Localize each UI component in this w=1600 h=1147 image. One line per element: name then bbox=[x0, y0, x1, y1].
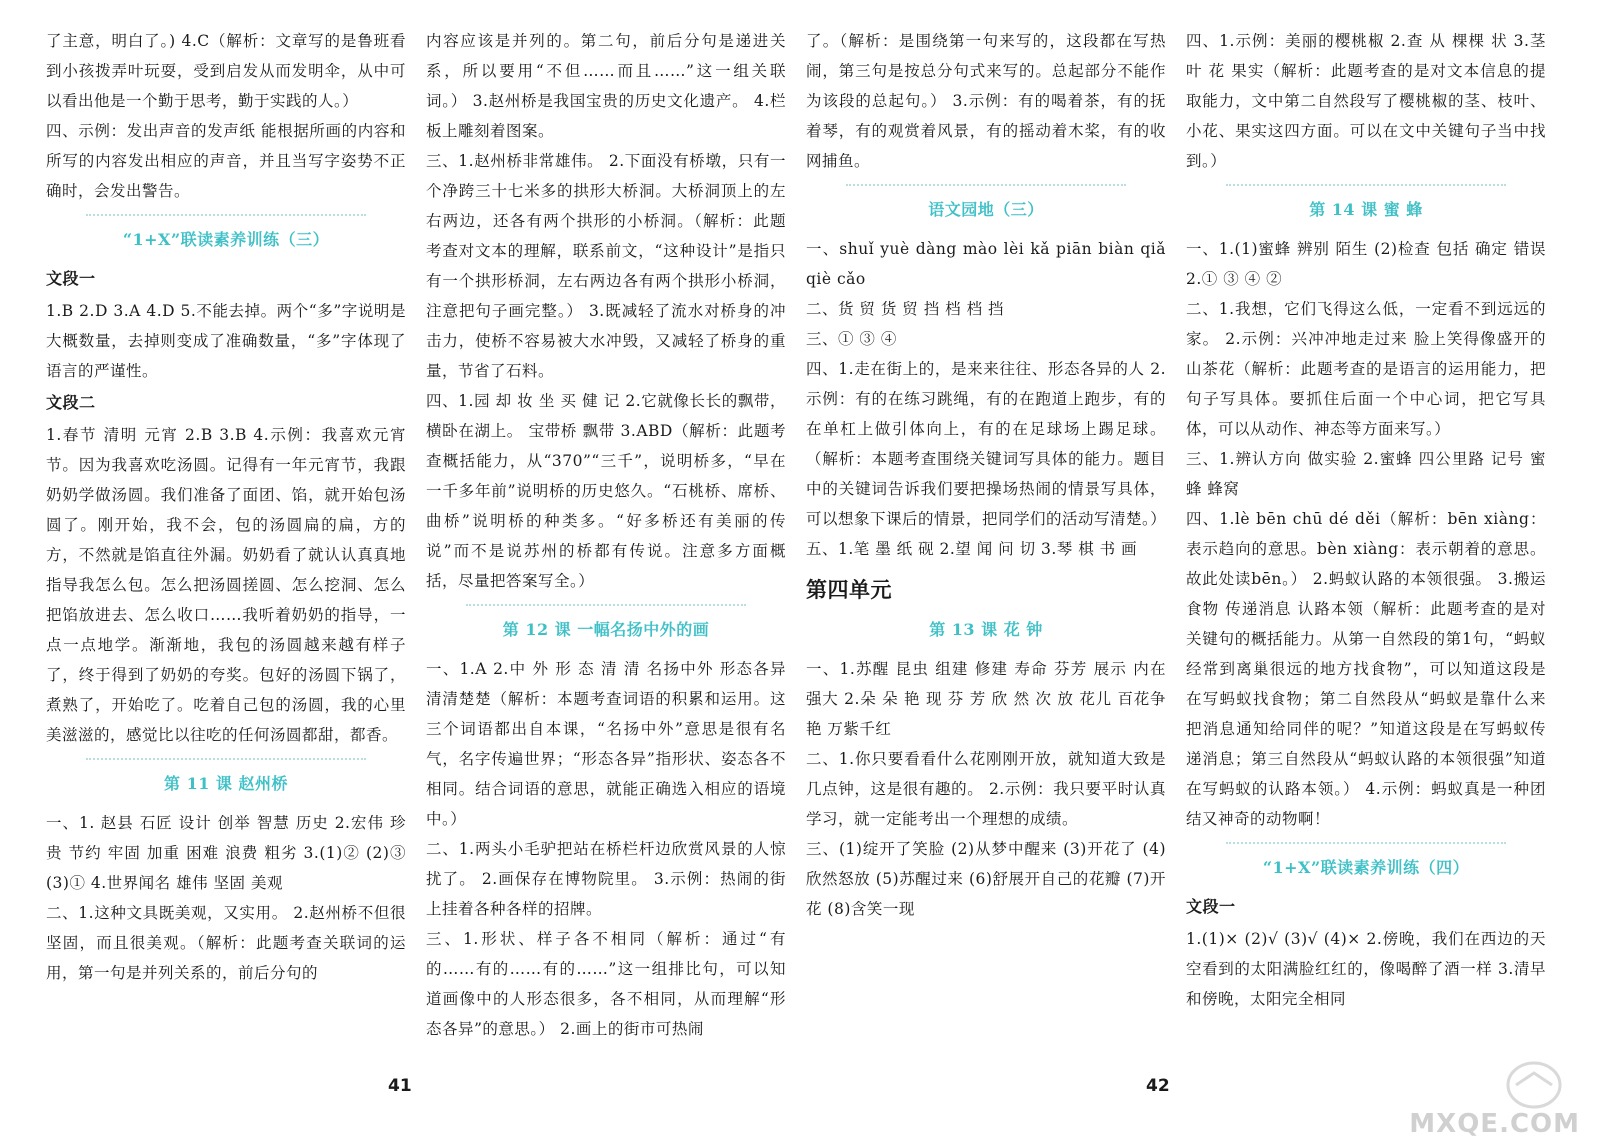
col3-para-5: 四、1.走在街上的，是来来往往、形态各异的人 2.示例：有的在练习跳绳，有的在跑道上跑步，有的在单杠上做引体向上，有的在足球场上踢足球。（解析：本题考查围绕关键词写具体的能力。题目中的关键词告诉我们要把操场热闹的情景写具体，可以想象下课后的情景，把同学们的活动写清楚。） bbox=[806, 360, 1167, 528]
col2-para-6: 三、1.形状、样子各不相同（解析：通过“有的……有的……有的……”这一组排比句，可以知道画像中的人形态很多，各不相同，从而理解“形态各异”的意思。） 2.画上的街市可热闹 bbox=[426, 930, 786, 1038]
section-title-xl3: “1+X”联读素养训练（三） bbox=[122, 230, 330, 249]
col2-para-5: 二、1.两头小毛驴把站在桥栏杆边欣赏风景的人惊扰了。 2.画保存在博物院里。 3.示例：热闹的街上挂着各种各样的招牌。 bbox=[426, 840, 786, 918]
col1-para-3: 1.B 2.D 3.A 4.D 5.不能去掉。两个“多”字说明是大概数量，去掉则变成了准确数量，“多”字体现了语言的严谨性。 bbox=[46, 302, 406, 380]
col1-para-1: 了主意，明白了。) 4.C（解析：文章写的是鲁班看到小孩拨弄叶玩耍，受到启发从而发明伞，从中可以看出他是一个勤于思考，勤于实践的人。） bbox=[46, 32, 406, 110]
col1-para-6: 二、1.这种文具既美观，又实用。 2.赵州桥不但很坚固，而且很美观。（解析：此题考查关联词的运用，第一句是并列关系的，前后分句的 bbox=[46, 904, 406, 982]
section-divider bbox=[1226, 842, 1506, 844]
col4-para-4: 三、1.辨认方向 做实验 2.蜜蜂 四公里路 记号 蜜蜂 蜂窝 bbox=[1186, 450, 1546, 498]
col1-para-2: 四、示例：发出声音的发声纸 能根据所画的内容和所写的内容发出相应的声音，并且当写字姿势不正确时，会发出警告。 bbox=[46, 122, 406, 200]
col4-para-2: 一、1.(1)蜜蜂 辨别 陌生 (2)检查 包括 确定 错误 2.① ③ ④ ② bbox=[1186, 240, 1546, 288]
column-1 bbox=[46, 26, 406, 988]
col3-para-2: 一、shuǐ yuè dàng mào lèi kǎ piān biàn qiǎ qiè cǎo bbox=[806, 240, 1166, 288]
col3-para-1: 了。（解析：是围绕第一句来写的，这段都在写热闹，第三句是按总分句式来写的。总起部分不能作为该段的总起句。） 3.示例：有的喝着茶，有的抚着琴，有的观赏着风景，有的摇动着木桨，有的收网捕鱼。 bbox=[806, 32, 1166, 170]
col3-para-7: 一、1.苏醒 昆虫 组建 修建 寿命 芬芳 展示 内在 强大 2.朵 朵 艳 现 芬 芳 欣 然 次 放 花儿 百花争艳 万紫千红 bbox=[806, 660, 1166, 738]
col3-para-8: 二、1.你只要看看什么花刚刚开放，就知道大致是几点钟，这是很有趣的。 2.示例：我只要平时认真学习，就一定能考出一个理想的成绩。 bbox=[806, 750, 1166, 828]
passage-heading-1: 文段一 bbox=[1186, 897, 1236, 916]
col2-para-3: 四、1.园 却 妆 坐 买 健 记 2.它就像长长的飘带，横卧在湖上。 宝带桥 飘带 3.ABD（解析：此题考查概括能力，从“370”“三千”，说明桥多，“早在一千多年前”说明桥的历史悠久。“石桃桥、席桥、曲桥”说明桥的种类多。“好多桥还有美丽的传说”而不是说苏州的桥都有传说。注意多方面概括，尽量把答案写全。） bbox=[426, 392, 786, 590]
unit-title-4: 第四单元 bbox=[806, 577, 892, 602]
col3-para-9: 三、(1)绽开了笑脸 (2)从梦中醒来 (3)开花了 (4)欣然怒放 (5)苏醒过来 (6)舒展开自己的花瓣 (7)开花 (8)含笑一现 bbox=[806, 840, 1166, 918]
col4-para-6: 1.(1)× (2)√ (3)√ (4)× 2.傍晚，我们在西边的天空看到的太阳满脸红红的，像喝醉了酒一样 3.清早和傍晚，太阳完全相同 bbox=[1186, 930, 1546, 1008]
col2-para-2: 三、1.赵州桥非常雄伟。 2.下面没有桥墩，只有一个净跨三十七米多的拱形大桥洞。大桥洞顶上的左右两边，还各有两个拱形的小桥洞。（解析：此题考查对文本的理解，联系前文，“这种设计”是指只有一个拱形桥洞，左右两边各有两个拱形小桥洞，注意把句子画完整。） 3.既减轻了流水对桥身的冲击力，使桥不容易被大水冲毁，又减轻了桥身的重量，节省了石料。 bbox=[426, 152, 786, 380]
passage-heading-2: 文段二 bbox=[46, 393, 96, 412]
passage-heading-1: 文段一 bbox=[46, 269, 96, 288]
watermark-text: MXQE.COM bbox=[1409, 1109, 1580, 1139]
col2-para-1: 内容应该是并列的。第二句，前后分句是递进关系，所以要用“不但……而且……”这一组关联词。） 3.赵州桥是我国宝贵的历史文化遗产。 4.栏板上雕刻着图案。 bbox=[426, 32, 786, 140]
section-title-garden-3: 语文园地（三） bbox=[928, 200, 1044, 219]
col4-para-5: 四、1.lè bēn chū dé děi（解析：bēn xiàng：表示趋向的意思。bèn xiàng：表示朝着的意思。故此处读bēn。） 2.蚂蚁认路的本领很强。 3.搬运食物 传递消息 认路本领（解析：此题考查的是对关键句的概括能力。从第一自然段的第1句，“蚂蚁经常到离巢很远的地方找食物”，可以知道这段是在写蚂蚁找食物；第二自然段从“蚂蚁是靠什么来把消息通知给同伴的呢？”知道这段是在写蚂蚁传递消息；第三自然段从“蚂蚁认路的本领很强”知道在写蚂蚁的认路本领。） 4.示例：蚂蚁真是一种团结又神奇的动物啊！ bbox=[1186, 510, 1546, 828]
section-title-xl4: “1+X”联读素养训练（四） bbox=[1262, 858, 1470, 877]
section-divider bbox=[1226, 184, 1506, 186]
page-number-left: 41 bbox=[388, 1076, 412, 1096]
col3-para-4: 三、① ③ ④ bbox=[806, 330, 897, 348]
section-title-lesson-11: 第 11 课 赵州桥 bbox=[164, 774, 288, 793]
col3-para-3: 二、货 贸 货 贸 挡 档 档 挡 bbox=[806, 300, 1004, 318]
section-title-lesson-13: 第 13 课 花 钟 bbox=[929, 620, 1043, 639]
section-divider bbox=[86, 214, 366, 216]
col1-para-5: 一、1. 赵县 石匠 设计 创举 智慧 历史 2.宏伟 珍贵 节约 牢固 加重 困难 浪费 粗劣 3.(1)② (2)③ (3)① 4.世界闻名 雄伟 坚固 美观 bbox=[46, 814, 406, 892]
col1-para-4: 1.春节 清明 元宵 2.B 3.B 4.示例：我喜欢元宵节。因为我喜欢吃汤圆。记得有一年元宵节，我跟奶奶学做汤圆。我们准备了面团、馅，就开始包汤圆了。刚开始，我不会，包的汤圆扁的扁，方的方，不然就是馅直往外漏。奶奶看了就认认真真地指导我怎么包。怎么把汤圆搓圆、怎么挖洞、怎么把馅放进去、怎么收口……我听着奶奶的指导，一点一点地学。渐渐地，我包的汤圆越来越有样子了，终于得到了奶奶的夸奖。包好的汤圆下锅了，煮熟了，开始吃了。吃着自己包的汤圆，我的心里美滋滋的，感觉比以往吃的任何汤圆都甜，都香。 bbox=[46, 426, 406, 744]
page-number-right: 42 bbox=[1146, 1076, 1170, 1096]
column-4 bbox=[1186, 26, 1546, 1014]
col4-para-3: 二、1.我想，它们飞得这么低，一定看不到远远的家。 2.示例：兴冲冲地走过来 脸上笑得像盛开的山茶花（解析：此题考查的是语言的运用能力，把句子写具体。要抓住后面一个中心词，把它写具体，可以从动作、神态等方面来写。） bbox=[1186, 300, 1546, 438]
section-divider bbox=[846, 184, 1126, 186]
section-title-lesson-14: 第 14 课 蜜 蜂 bbox=[1309, 200, 1423, 219]
section-divider bbox=[466, 604, 746, 606]
column-2 bbox=[426, 26, 786, 1044]
col3-para-6: 五、1.笔 墨 纸 砚 2.望 闻 问 切 3.琴 棋 书 画 bbox=[806, 540, 1138, 558]
section-title-lesson-12: 第 12 课 一幅名扬中外的画 bbox=[502, 620, 710, 639]
col2-para-4: 一、1.A 2.中 外 形 态 清 清 名扬中外 形态各异 清清楚楚（解析：本题考查词语的积累和运用。这三个词语都出自本课，“名扬中外”意思是很有名气，名字传遍世界；“形态各异”指形状、姿态各不相同。结合词语的意思，就能正确选入相应的语境中。） bbox=[426, 660, 786, 828]
column-3 bbox=[806, 26, 1166, 924]
col4-para-1: 四、1.示例：美丽的樱桃椒 2.查 从 棵棵 状 3.茎 叶 花 果实（解析：此题考查的是对文本信息的提取能力，文中第二自然段写了樱桃椒的茎、枝叶、小花、果实这四方面。可以在文中关键句子当中找到。） bbox=[1186, 32, 1546, 170]
section-divider bbox=[86, 758, 366, 760]
